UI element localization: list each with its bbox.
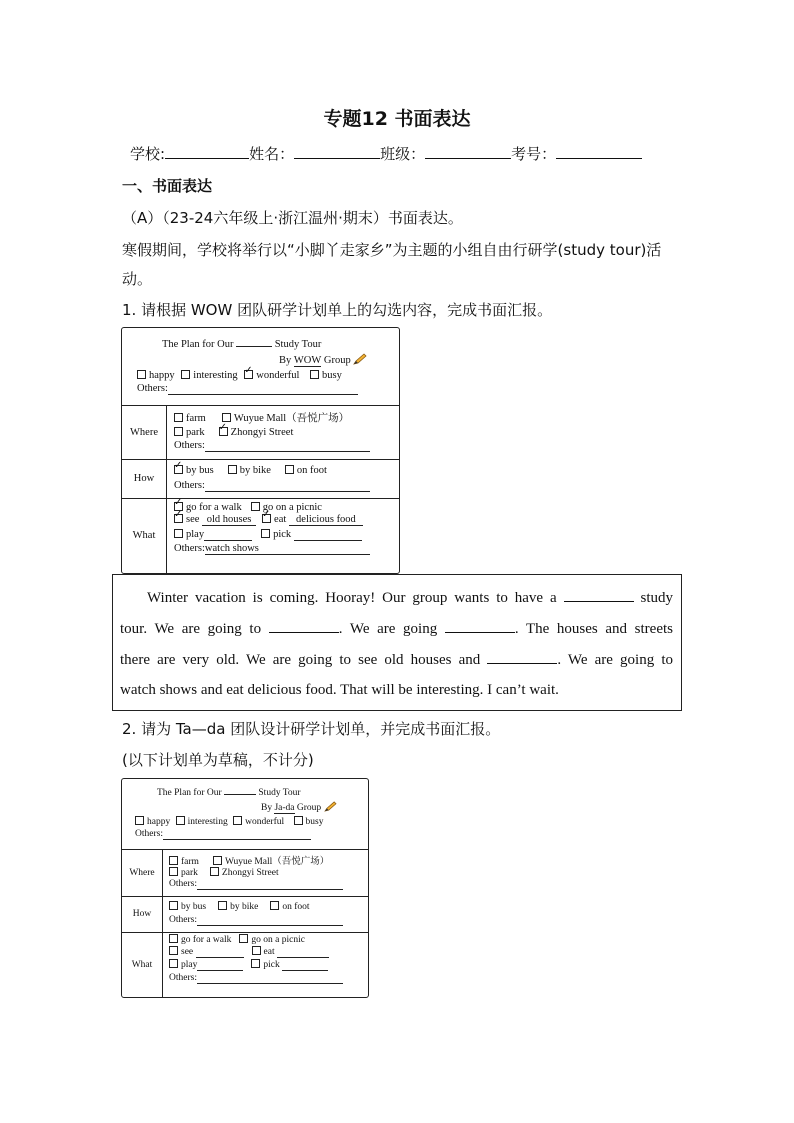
checkbox-checked[interactable] xyxy=(244,370,253,379)
school-label: 学校: xyxy=(130,145,166,163)
checkbox[interactable] xyxy=(169,946,178,955)
essay-box xyxy=(112,574,682,711)
class-label: 班级： xyxy=(380,145,426,163)
checkbox[interactable] xyxy=(252,946,261,955)
exam-no-blank[interactable] xyxy=(556,144,642,159)
checkbox[interactable] xyxy=(310,370,319,379)
checkbox[interactable] xyxy=(285,465,294,474)
how-options: by bus by bike on foot Others: xyxy=(163,896,369,932)
how-label: How xyxy=(122,459,167,498)
student-info-row xyxy=(130,143,642,164)
see-answer: old houses xyxy=(202,514,256,526)
checkbox-checked[interactable] xyxy=(219,427,228,436)
feelings-options: happy interesting wonderful busy xyxy=(135,817,368,827)
feelings-options: happy interesting ✓ wonderful busy xyxy=(137,370,399,381)
how-options: ✓by bus by bike on foot Others: xyxy=(167,459,400,498)
intro-line-2: 动。 xyxy=(122,270,153,288)
plan-header-cell xyxy=(122,779,368,849)
checkbox[interactable] xyxy=(233,816,242,825)
checkbox[interactable] xyxy=(228,465,237,474)
where-label: Where xyxy=(122,849,163,896)
plan-group-line: By Ja-da Group xyxy=(261,801,368,815)
checkbox[interactable] xyxy=(251,959,260,968)
name-label: 姓名： xyxy=(249,145,295,163)
what-options: ✓go for a walk go on a picnic ✓see old houses✓ eat delicious food play pick Others:watch shows xyxy=(167,498,400,573)
group-name: WOW xyxy=(293,354,322,366)
exam-no-label: 考号： xyxy=(511,145,557,163)
question-1: 1. 请根据 WOW 团队研学计划单上的勾选内容，完成书面汇报。 xyxy=(122,301,553,319)
pencil-icon xyxy=(324,801,337,815)
checkbox[interactable] xyxy=(176,816,185,825)
blank[interactable] xyxy=(269,620,339,633)
checkbox[interactable] xyxy=(135,816,144,825)
checkbox[interactable] xyxy=(213,856,222,865)
intro-line-1: 寒假期间，学校将举行以“小脚丫走家乡”为主题的小组自由行研学(study tour)活 xyxy=(122,241,662,259)
group-name: Ja-da xyxy=(274,803,295,814)
others-answer: watch shows xyxy=(205,543,370,555)
question-2-note: (以下计划单为草稿，不计分) xyxy=(122,751,314,769)
class-blank[interactable] xyxy=(425,144,511,159)
section-heading: 一、书面表达 xyxy=(122,177,213,195)
plan-title: The Plan for Our Study Tour xyxy=(157,788,301,798)
checkbox[interactable] xyxy=(169,856,178,865)
checkbox-checked[interactable] xyxy=(174,514,183,523)
essay-line-2: tour. We are going to . We are going . The houses and streets xyxy=(120,621,673,637)
checkbox[interactable] xyxy=(270,901,279,910)
essay-line-4: watch shows and eat delicious food. That will be interesting. I can’t wait. xyxy=(120,682,559,698)
checkbox[interactable] xyxy=(181,370,190,379)
plan-header-cell xyxy=(122,328,399,405)
blank[interactable] xyxy=(445,620,515,633)
page-title: 专题12 书面表达 xyxy=(323,108,471,130)
what-options: go for a walk go on a picnic see eat play pick Others: xyxy=(163,932,369,997)
checkbox[interactable] xyxy=(174,413,183,422)
tada-plan-card xyxy=(121,778,369,998)
checkbox[interactable] xyxy=(169,959,178,968)
essay-line-3: there are very old. We are going to see old houses and . We are going to xyxy=(120,652,673,668)
checkbox[interactable] xyxy=(239,934,248,943)
plan-group-line: By WOW Group xyxy=(279,353,399,368)
blank[interactable] xyxy=(487,651,557,664)
checkbox[interactable] xyxy=(169,901,178,910)
source-line: （A）（23-24六年级上·浙江温州·期末）书面表达。 xyxy=(122,209,463,227)
eat-answer: delicious food xyxy=(289,514,363,526)
checkbox[interactable] xyxy=(210,867,219,876)
what-label: What xyxy=(122,932,163,997)
checkbox[interactable] xyxy=(169,934,178,943)
checkbox[interactable] xyxy=(261,529,270,538)
what-label: What xyxy=(122,498,167,573)
how-label: How xyxy=(122,896,163,932)
question-2: 2. 请为 Ta—da 团队设计研学计划单，并完成书面汇报。 xyxy=(122,720,501,738)
where-options: farm Wuyue Mall（吾悦广场） park Zhongyi Street Others: xyxy=(163,849,369,896)
checkbox[interactable] xyxy=(218,901,227,910)
essay-line-1: Winter vacation is coming. Hooray! Our group wants to have a study xyxy=(147,590,674,606)
name-blank[interactable] xyxy=(294,144,380,159)
checkbox[interactable] xyxy=(174,529,183,538)
checkbox[interactable] xyxy=(137,370,146,379)
feelings-others: Others: xyxy=(137,383,399,395)
wow-plan-card xyxy=(121,327,400,574)
where-label: Where xyxy=(122,405,167,459)
plan-title: The Plan for Our Study Tour xyxy=(162,339,322,350)
checkbox[interactable] xyxy=(251,502,260,511)
pencil-icon xyxy=(353,353,367,368)
checkbox[interactable] xyxy=(294,816,303,825)
where-options: farm Wuyue Mall（吾悦广场） park✓ Zhongyi Street Others: xyxy=(167,405,400,459)
feelings-others: Others: xyxy=(135,829,368,840)
blank[interactable] xyxy=(564,589,634,602)
checkbox-checked[interactable] xyxy=(174,465,183,474)
school-blank[interactable] xyxy=(165,144,249,159)
checkbox[interactable] xyxy=(169,867,178,876)
checkbox-checked[interactable] xyxy=(262,514,271,523)
checkbox[interactable] xyxy=(174,427,183,436)
checkbox[interactable] xyxy=(222,413,231,422)
